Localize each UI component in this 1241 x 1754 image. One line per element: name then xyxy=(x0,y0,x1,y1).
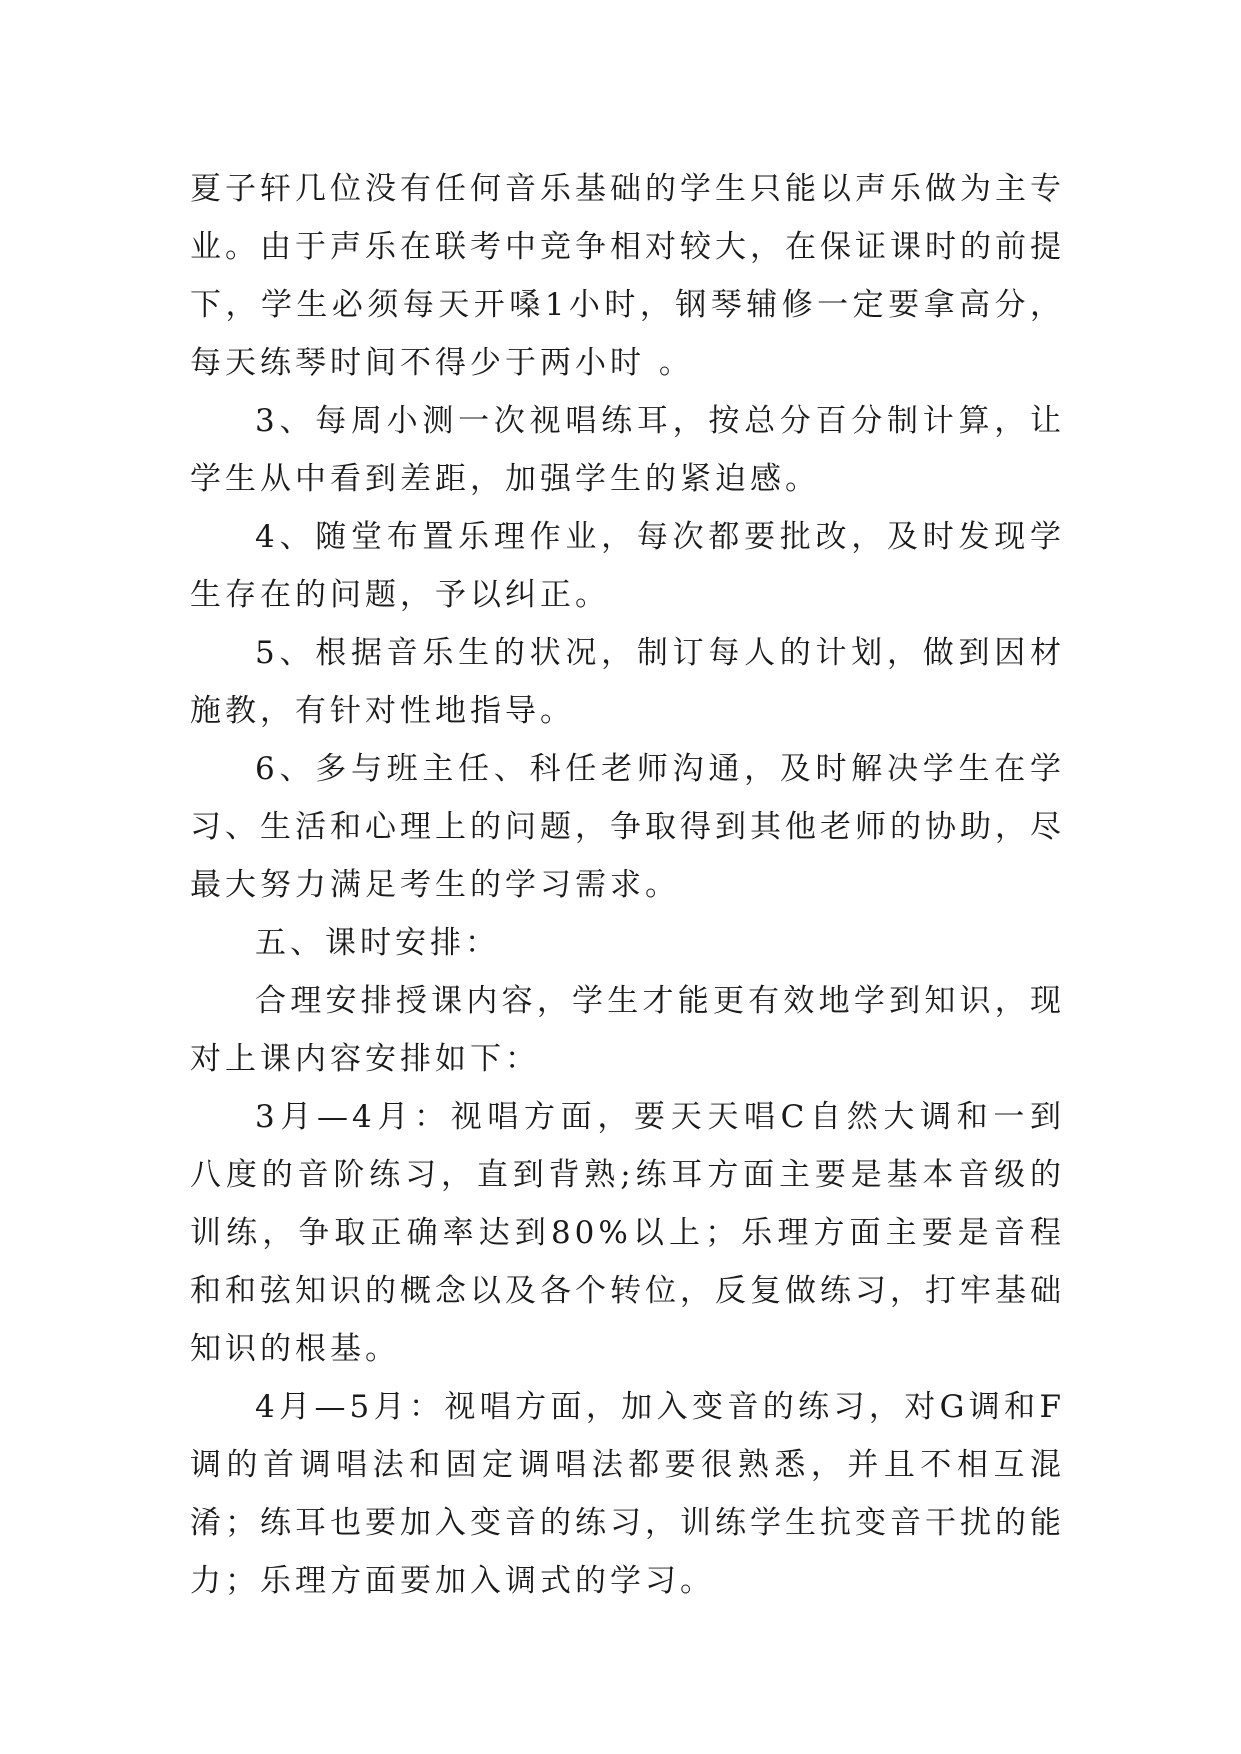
paragraph-item-6: 6、多与班主任、科任老师沟通，及时解决学生在学习、生活和心理上的问题，争取得到其他老师的协助，尽最大努力满足考生的学习需求。 xyxy=(190,751,1065,903)
paragraph-schedule-intro: 合理安排授课内容，学生才能更有效地学到知识，现对上课内容安排如下： xyxy=(190,983,1065,1077)
paragraph-item-3: 3、每周小测一次视唱练耳，按总分百分制计算，让学生从中看到差距，加强学生的紧迫感。 xyxy=(190,403,1065,497)
section-heading-schedule: 五、课时安排： xyxy=(255,925,500,961)
paragraph-march-april: 3月—4月：视唱方面，要天天唱C自然大调和一到八度的音阶练习，直到背熟;练耳方面主要是基本音级的训练，争取正确率达到80%以上；乐理方面主要是音程和和弦知识的概念以及各个转位，反复做练习，打牢基础知识的根基。 xyxy=(190,1099,1065,1367)
document-body xyxy=(190,160,1065,1610)
paragraph-april-may: 4月—5月：视唱方面，加入变音的练习，对G调和F调的首调唱法和固定调唱法都要很熟悉，并且不相互混淆；练耳也要加入变音的练习，训练学生抗变音干扰的能力；乐理方面要加入调式的学习。 xyxy=(190,1389,1065,1599)
paragraph-item-4: 4、随堂布置乐理作业，每次都要批改，及时发现学生存在的问题，予以纠正。 xyxy=(190,519,1065,613)
paragraph-continuation: 夏子轩几位没有任何音乐基础的学生只能以声乐做为主专业。由于声乐在联考中竞争相对较大，在保证课时的前提下，学生必须每天开嗓1小时，钢琴辅修一定要拿高分，每天练琴时间不得少于两小时 。 xyxy=(190,171,1065,381)
paragraph-item-5: 5、根据音乐生的状况，制订每人的计划，做到因材施教，有针对性地指导。 xyxy=(190,635,1065,729)
